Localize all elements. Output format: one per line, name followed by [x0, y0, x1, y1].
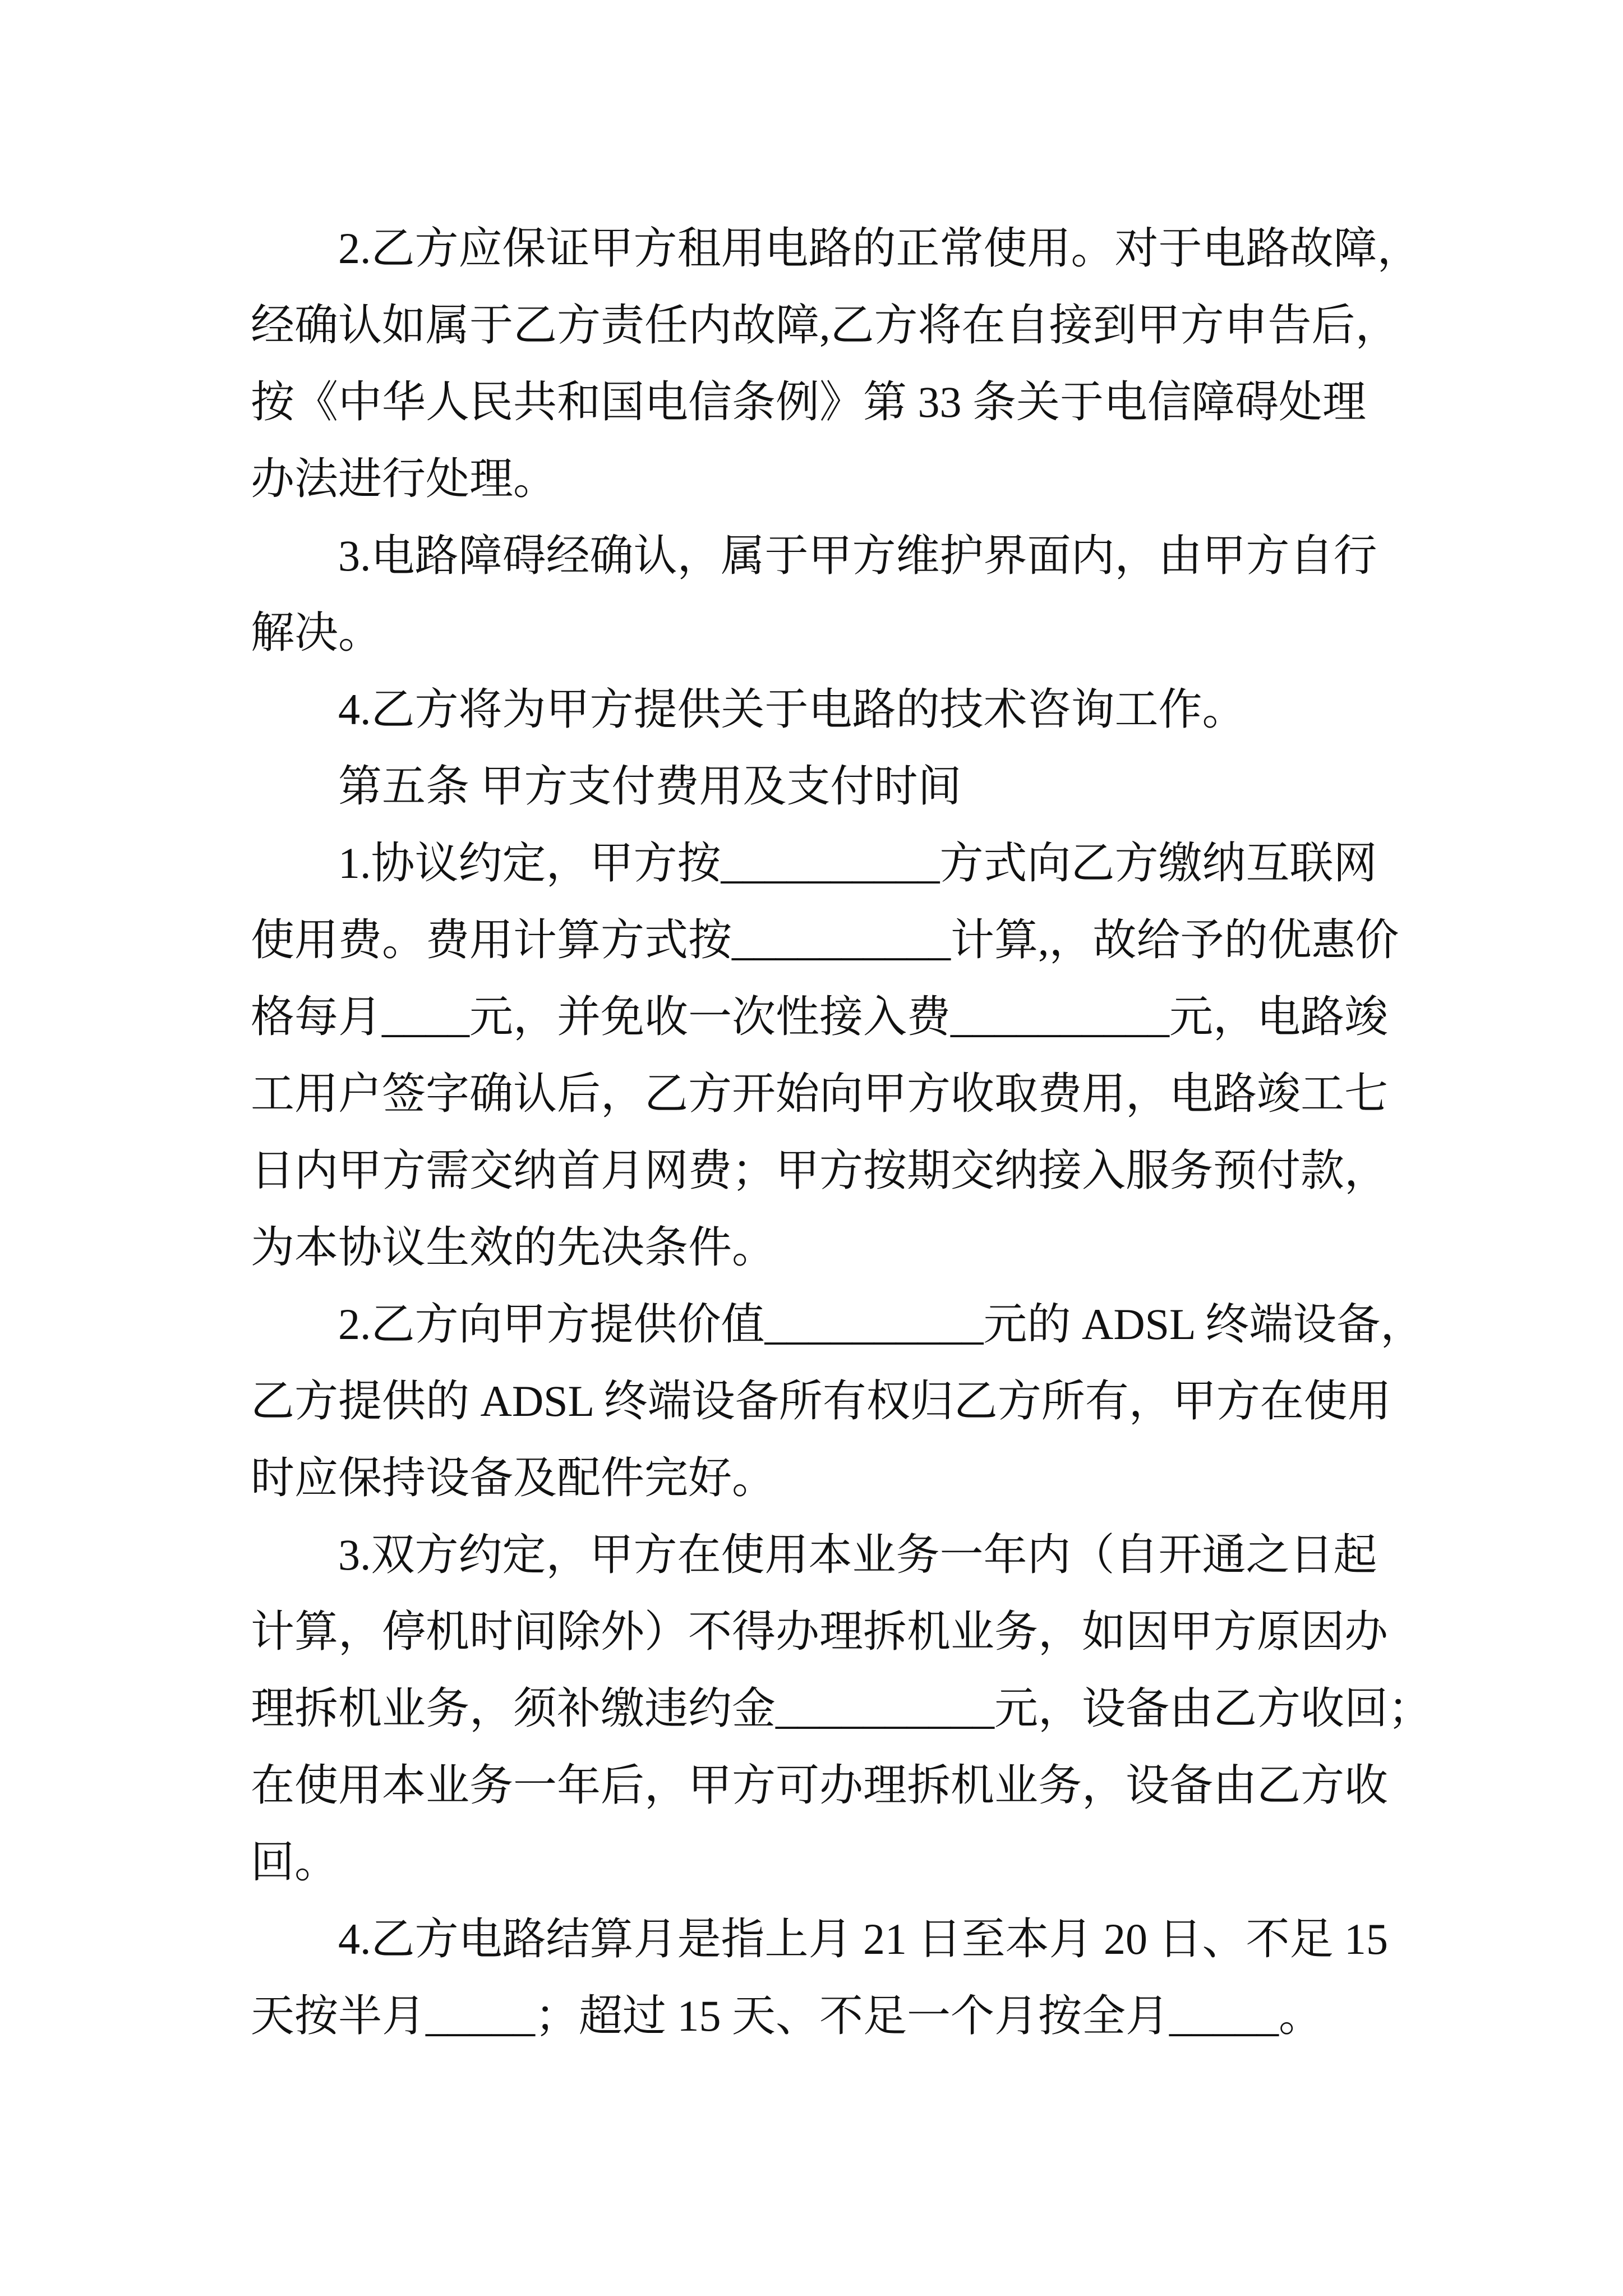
- clause-paragraph: [251, 210, 1455, 517]
- paragraph-line: 办法进行处理。: [251, 454, 557, 503]
- paragraph-line: 解决。: [251, 608, 382, 657]
- paragraph-line: 2.乙方应保证甲方租用电路的正常使用。对于电路故障，: [338, 224, 1421, 273]
- paragraph-line: 日内甲方需交纳首月网费；甲方按期交纳接入服务预付款，: [251, 1146, 1389, 1195]
- clause-paragraph: [251, 1286, 1455, 1516]
- paragraph-line: 4.乙方将为甲方提供关于电路的技术咨询工作。: [338, 685, 1246, 734]
- paragraph-line: 天按半月_____；超过 15 天、不足一个月按全月_____。: [251, 1991, 1323, 2040]
- section-heading: [251, 748, 1455, 825]
- paragraph-line: 按《中华人民共和国电信条例》第 33 条关于电信障碍处理: [251, 378, 1367, 426]
- paragraph-line: 格每月____元，并免收一次性接入费__________元，电路竣: [251, 992, 1389, 1041]
- paragraph-line: 乙方提供的 ADSL 终端设备所有权归乙方所有，甲方在使用: [251, 1377, 1391, 1425]
- paragraph-line: 计算，停机时间除外）不得办理拆机业务，如因甲方原因办: [251, 1607, 1389, 1656]
- paragraph-line: 使用费。费用计算方式按__________计算,，故给予的优惠价: [251, 915, 1399, 964]
- clause-paragraph: [251, 671, 1455, 748]
- paragraph-line: 3.电路障碍经确认，属于甲方维护界面内，由甲方自行: [338, 531, 1377, 580]
- paragraph-line: 经确认如属于乙方责任内故障,乙方将在自接到甲方申告后，: [251, 301, 1399, 349]
- paragraph-line: 4.乙方电路结算月是指上月 21 日至本月 20 日、不足 15: [338, 1915, 1389, 1963]
- clause-paragraph: [251, 517, 1455, 671]
- paragraph-line: 回。: [251, 1838, 339, 1887]
- paragraph-line: 工用户签字确认后，乙方开始向甲方收取费用，电路竣工七: [251, 1069, 1389, 1118]
- paragraph-line: 为本协议生效的先决条件。: [251, 1223, 776, 1272]
- paragraph-line: 2.乙方向甲方提供价值__________元的 ADSL 终端设备，: [338, 1300, 1424, 1349]
- paragraph-line: 3.双方约定，甲方在使用本业务一年内（自开通之日起: [338, 1530, 1377, 1579]
- paragraph-line: 1.协议约定，甲方按__________方式向乙方缴纳互联网: [338, 839, 1377, 887]
- paragraph-line: 理拆机业务，须补缴违约金__________元，设备由乙方收回；: [251, 1684, 1432, 1733]
- clause-paragraph: [251, 1901, 1455, 2054]
- paragraph-line: 在使用本业务一年后，甲方可办理拆机业务，设备由乙方收: [251, 1761, 1389, 1810]
- paragraph-line: 时应保持设备及配件完好。: [251, 1453, 776, 1502]
- clause-paragraph: [251, 1516, 1455, 1901]
- clause-paragraph: [251, 825, 1455, 1286]
- section-heading-text: 第五条 甲方支付费用及支付时间: [338, 762, 962, 811]
